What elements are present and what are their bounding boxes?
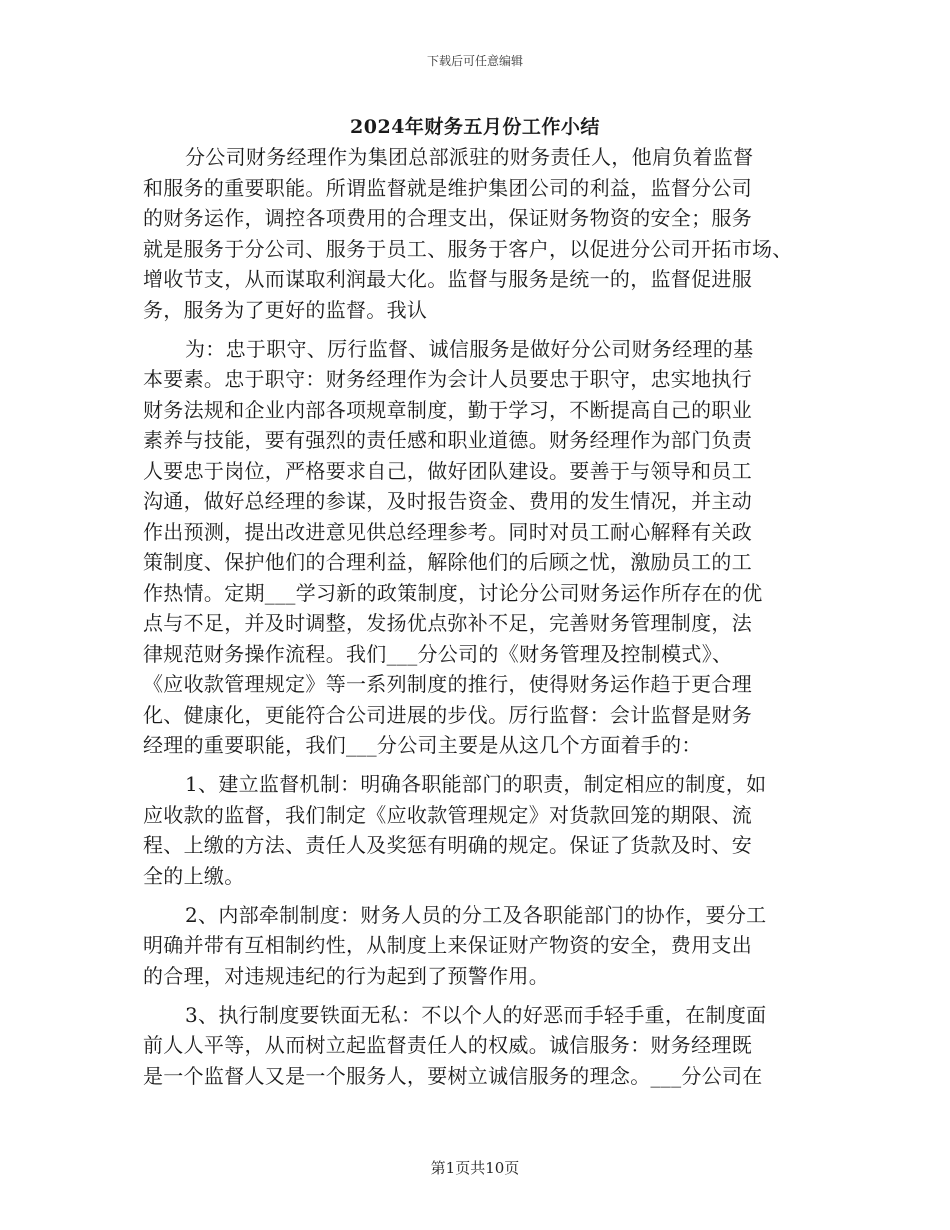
text-line: 沟通，做好总经理的参谋，及时报告资金、费用的发生情况，并主动 — [143, 489, 752, 513]
text-line: 作热情。定期___学习新的政策制度，讨论分公司财务运作所存在的优 — [143, 580, 763, 605]
text-line: 律规范财务操作流程。我们___分公司的《财务管理及控制模式》、 — [143, 641, 733, 666]
text-line: 本要素。忠于职守：财务经理作为会计人员要忠于职守，忠实地执行 — [143, 367, 752, 391]
document-title: 2024年财务五月份工作小结 — [350, 116, 600, 138]
text-line: 明确并带有互相制约性，从制度上来保证财产物资的安全，费用支出 — [143, 933, 752, 957]
header-note: 下载后可任意编辑 — [426, 54, 523, 68]
text-line: 前人人平等，从而树立起监督责任人的权威。诚信服务：财务经理既 — [143, 1033, 752, 1057]
text-line: 作出预测，提出改进意见供总经理参考。同时对员工耐心解释有关政 — [143, 519, 752, 544]
text-line: 素养与技能，要有强烈的责任感和职业道德。财务经理作为部门负责 — [143, 428, 752, 452]
text-line: 就是服务于分公司、服务于员工、服务于客户，以促进分公司开拓市场、 — [143, 236, 793, 261]
text-line: 经理的重要职能，我们___分公司主要是从这几个方面着手的： — [143, 733, 702, 757]
text-line: 应收款的监督，我们制定《应收款管理规定》对货款回笼的期限、流 — [143, 802, 752, 827]
text-line: 程、上缴的方法、责任人及奖惩有明确的规定。保证了货款及时、安 — [143, 833, 752, 857]
text-line: 是一个监督人又是一个服务人，要树立诚信服务的理念。___分公司在 — [143, 1063, 763, 1088]
text-line: 化、健康化，更能符合公司进展的步伐。厉行监督：会计监督是财务 — [143, 702, 752, 727]
document-body — [143, 142, 823, 1091]
text-line: 为：忠于职守、厉行监督、诚信服务是做好分公司财务经理的基 — [185, 336, 754, 361]
text-line: 和服务的重要职能。所谓监督就是维护集团公司的利益，监督分公司 — [143, 175, 752, 200]
text-line: 务，服务为了更好的监督。我认 — [143, 297, 428, 322]
text-line: 增收节支，从而谋取利润最大化。监督与服务是统一的，监督促进服 — [143, 267, 752, 291]
text-line: 人要忠于岗位，严格要求自己，做好团队建设。要善于与领导和员工 — [143, 458, 752, 483]
text-line: 财务法规和企业内部各项规章制度，勤于学习，不断提高自己的职业 — [143, 397, 752, 422]
text-line: 全的上缴。 — [143, 863, 245, 888]
text-line: 《应收款管理规定》等一系列制度的推行，使得财务运作趋于更合理 — [143, 672, 752, 696]
text-line: 1、建立监督机制：明确各职能部门的职责，制定相应的制度，如 — [185, 772, 767, 796]
text-line: 点与不足，并及时调整，发扬优点弥补不足，完善财务管理制度，法 — [143, 611, 752, 635]
text-line: 的合理，对违规违纪的行为起到了预警作用。 — [143, 963, 549, 988]
page-footer: 第1页共10页 — [430, 1159, 520, 1177]
text-line: 2、内部牵制制度：财务人员的分工及各职能部门的协作，要分工 — [185, 902, 767, 927]
text-line: 的财务运作，调控各项费用的合理支出，保证财务物资的安全；服务 — [143, 206, 752, 230]
text-line: 策制度、保护他们的合理利益，解除他们的后顾之忧，激励员工的工 — [143, 550, 752, 574]
text-line: 3、执行制度要铁面无私：不以个人的好恶而手轻手重，在制度面 — [185, 1002, 767, 1027]
text-line: 分公司财务经理作为集团总部派驻的财务责任人，他肩负着监督 — [185, 145, 754, 169]
